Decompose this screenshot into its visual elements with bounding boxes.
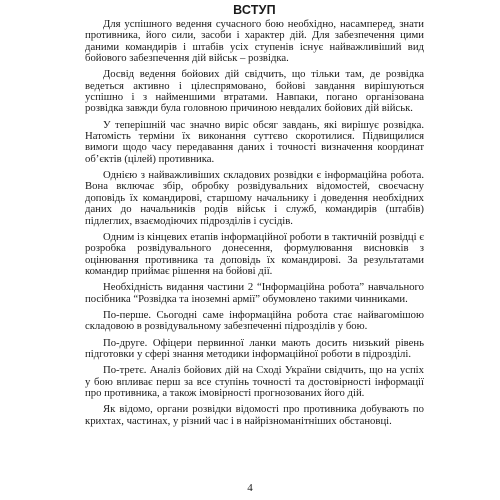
paragraph: По-третє. Аналіз бойових дій на Сході України свідчить, що на успіх у бою впливає перш за все ступінь точності та достовірності інформації про противника, а також імовірності прогнозованих його дій. [85, 364, 424, 399]
paragraph: Досвід ведення бойових дій свідчить, що тільки там, де розвідка ведеться активно і цілеспрямовано, бойові завдання вирішуються успішно і з найменшими втратами. Навпаки, погано організована розвідка завжди була головною причиною невдалих бойових дій військ. [85, 68, 424, 115]
paragraph: По-перше. Сьогодні саме інформаційна робота стає найвагомішою складовою в розвідувальному забезпеченні підрозділів у бою. [85, 308, 424, 333]
paragraph: У теперішній час значно виріс обсяг завдань, які вирішує розвідка. Натомість терміни їх виконання суттєво скоротилися. Підвищилися вимоги щодо часу передавання даних і точності визначення координат об’єктів (цілей) противника. [85, 118, 424, 165]
paragraph: По-друге. Офіцери первинної ланки мають досить низький рівень підготовки у сфері знання методики інформаційної роботи в підрозділі. [85, 336, 424, 360]
section-heading: ВСТУП [233, 3, 276, 17]
paragraph: Як відомо, органи розвідки відомості про противника добувають по крихтах, частинах, у різний час і в найрізноманітніших обстановці. [85, 403, 424, 427]
paragraph: Для успішного ведення сучасного бою необхідно, насамперед, знати противника, його сили, засоби і характер дій. Для забезпечення цими даними командирів і штабів усіх ступенів існує найважливіший вид бойового забезпечення дій військ – розвідка. [85, 18, 424, 65]
paragraph: Необхідність видання частини 2 “Інформаційна робота” навчального посібника “Розвідка та іноземні армії” обумовлено такими чинниками. [85, 281, 424, 305]
paragraph: Одним із кінцевих етапів інформаційної роботи в тактичній розвідці є розробка розвідувального донесення, формулювання висновків з оцінювання противника та доповідь їх командирові. За результатами командир приймає рішення на бойові дії. [85, 230, 424, 277]
paragraph: Однією з найважливіших складових розвідки є інформаційна робота. Вона включає збір, обробку розвідувальних відомостей, своєчасну доповідь їх командирові, старшому начальнику і доведення необхідних даних до начальників родів військ і служб, командирів (штабів) підлеглих, взаємодіючих підрозділів і сусідів. [85, 169, 424, 227]
document-page [85, 3, 424, 497]
page-number: 4 [247, 482, 253, 494]
